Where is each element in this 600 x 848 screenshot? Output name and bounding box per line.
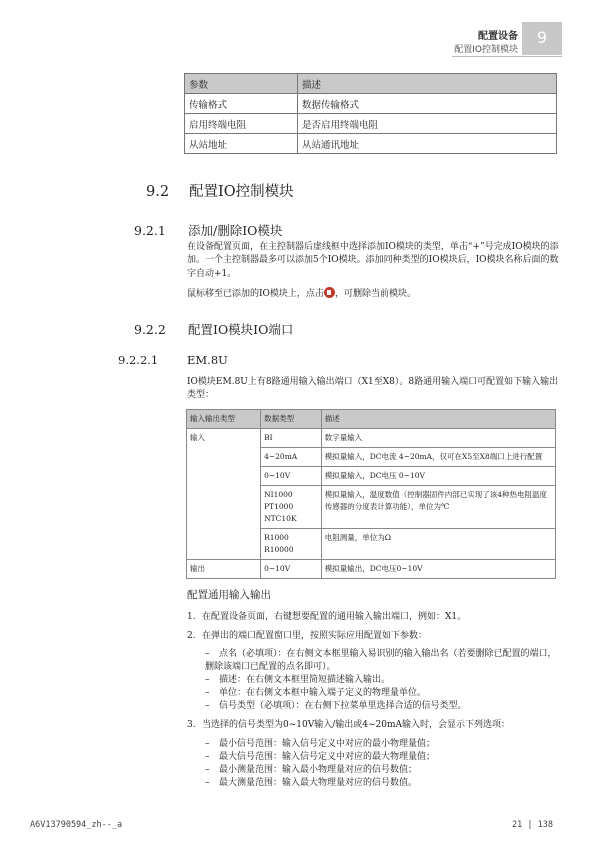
table-cell: 0~10V [261,467,322,486]
page-number: 21 | 138 [512,820,553,830]
list-item-text: 点名（必填项）：在右侧文本框里输入易识别的输入输出名（若要删除已配置的端口，删除该端口已配置的点名即可）。 [205,649,557,672]
step-number: 1. [187,612,196,622]
table-row [187,560,556,579]
list-item-text: 最大测量范围：输入最大物理量对应的信号数值。 [219,778,418,788]
bullet-dash: – [205,765,210,775]
bullet-dash: – [205,701,210,711]
parameter-table [184,73,557,154]
step-text: 在配置设备页面，右键想要配置的通用输入输出端口，例如：X1。 [202,612,467,622]
table-cell: 模拟量输入，温度数值（控制器固件内部已实现了该4种热电阻温度传感器的分度表计算功能），单位为℃ [321,486,555,529]
bullet-dash: – [205,649,210,659]
table-header-cell: 参数 [185,74,298,94]
table-cell: 输入 [187,429,261,560]
header-divider [452,56,562,57]
table-cell: 0~10V [261,560,322,579]
table-cell: 模拟量输入，DC电流 4~20mA，仅可在X5至X8端口上进行配置 [321,448,555,467]
header-title: 配置设备 [478,31,518,42]
step-1 [187,611,567,624]
section-number: 9.2 [146,184,170,200]
delete-icon [324,287,335,298]
table-cell: 模拟量输入，DC电压 0~10V [321,467,555,486]
document-id: A6V13790594_zh--_a [30,820,123,830]
table-cell: 启用终端电阻 [185,114,298,134]
step-3 [187,719,567,732]
table-cell: 模拟量输出，DC电压0~10V [321,560,555,579]
table-cell: R1000 R10000 [261,529,322,560]
subsection-title: 配置通用输入输出 [187,589,271,601]
table-cell: 从站地址 [185,134,298,154]
section-title: 配置IO模块IO端口 [188,322,294,337]
section-title: 配置IO控制模块 [189,184,294,200]
table-header-cell: 数据类型 [261,410,322,429]
list-item [205,687,565,700]
list-item-text: 单位：在右侧文本框中输入端子定义的物理量单位。 [219,688,427,698]
section-title: EM.8U [187,353,228,367]
section-heading-9-2-2 [134,320,293,338]
step-2 [187,630,567,643]
table-cell: 数据传输格式 [298,94,557,114]
step-number: 2. [187,631,196,641]
table-cell: 数字量输入 [321,429,555,448]
list-item [205,674,565,687]
table-cell: 4~20mA [261,448,322,467]
list-item-text: 最小信号范围：输入信号定义中对应的最小物理量值； [219,739,436,749]
list-item-text: 描述：在右侧文本框里简短描述输入输出。 [219,675,391,685]
section-number: 9.2.2.1 [118,353,159,367]
paragraph: IO模块EM.8U上有8路通用输入输出端口（X1至X8）。8路通用输入端口可配置如下输入输出类型： [187,377,559,401]
list-item [205,648,565,674]
bullet-dash: – [205,688,210,698]
table-cell: NI1000 PT1000 NTC10K [261,486,322,529]
list-item [205,751,565,764]
bullet-dash: – [205,778,210,788]
table-cell: 是否启用终端电阻 [298,114,557,134]
table-row [187,429,556,448]
paragraph-text: ，可删除当前模块。 [334,289,416,299]
table-cell: 输出 [187,560,261,579]
list-item-text: 信号类型（必填项）：在右侧下拉菜单里选择合适的信号类型。 [219,701,467,711]
section-number: 9.2.2 [134,322,166,337]
io-type-table [186,409,556,579]
paragraph-delete [187,287,567,301]
table-header-cell: 描述 [298,74,557,94]
list-item [205,764,565,777]
section-number: 9.2.1 [134,223,166,238]
paragraph-text: 鼠标移至已添加的IO模块上，点击 [187,289,324,299]
table-cell: 传输格式 [185,94,298,114]
header-subtitle: 配置IO控制模块 [454,45,518,55]
list-item-text: 最小测量范围：输入最小物理量对应的信号数值； [219,765,418,775]
chapter-tab: 9 [522,22,562,55]
table-cell: 从站通讯地址 [298,134,557,154]
bullet-dash: – [205,739,210,749]
table-cell: 电阻测量，单位为Ω [321,529,555,560]
table-row [185,134,557,154]
table-header-cell: 输入输出类型 [187,410,261,429]
section-heading-9-2-1 [134,221,282,239]
table-cell: BI [261,429,322,448]
table-header-cell: 描述 [321,410,555,429]
paragraph: 在设备配置页面，在主控制器后虚线框中选择添加IO模块的类型，单击“+”号完成IO模块的添加。一个主控制器最多可以添加5个IO模块。添加同种类型的IO模块后，IO模块名称后面的数字自动+1。 [187,242,559,279]
section-title: 添加/删除IO模块 [188,223,283,238]
list-item [205,738,565,751]
table-header-row [185,74,557,94]
table-row [185,114,557,134]
list-item-text: 最大信号范围：输入信号定义中对应的最大物理量值； [219,752,436,762]
step-text: 当选择的信号类型为0~10V输入/输出或4~20mA输入时，会显示下列选项： [202,720,511,730]
section-heading-9-2 [146,180,294,201]
list-item [205,700,565,713]
table-header-row [187,410,556,429]
section-heading-9-2-2-1 [118,353,228,367]
bullet-dash: – [205,675,210,685]
table-row [185,94,557,114]
step-text: 在弹出的端口配置窗口里，按照实际应用配置如下参数： [202,631,428,641]
list-item [205,777,565,790]
bullet-dash: – [205,752,210,762]
step-number: 3. [187,720,196,730]
